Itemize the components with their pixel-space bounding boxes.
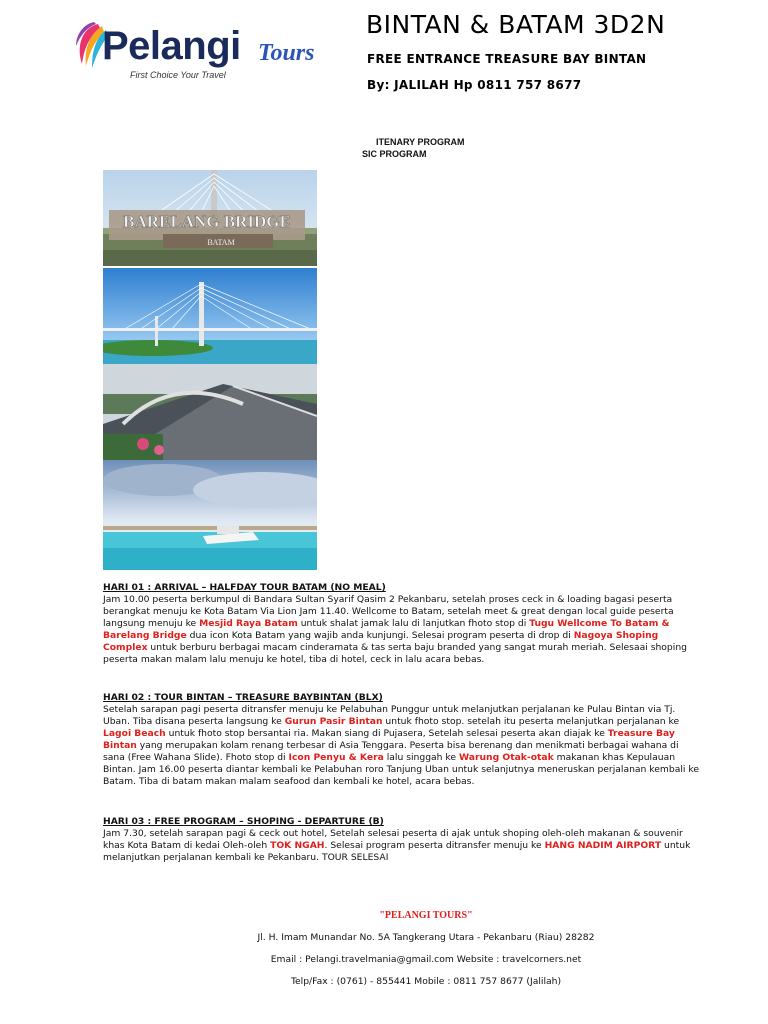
day-1-section (103, 582, 703, 666)
footer-address: Jl. H. Imam Munandar No. 5A Tangkerang Utara - Pekanbaru (Riau) 28282 (257, 932, 595, 943)
footer-email: Email : Pelangi.travelmania@gmail.com Website : travelcorners.net (270, 954, 582, 965)
highlight-place: Tugu Wellcome To Batam & Barelang Bridge (103, 618, 670, 641)
body-text: untuk fhoto stop. setelah itu peserta melanjutkan perjalanan ke (382, 716, 680, 727)
highlight-place: Lagoi Beach (103, 728, 166, 739)
photo-barelang-bridge (103, 268, 317, 364)
highlight-place: Treasure Bay Bintan (103, 728, 675, 751)
sign-text: BARELANG BRIDGE (123, 212, 291, 231)
page-title: BINTAN & BATAM 3D2N (366, 10, 666, 39)
body-text: makanan khas Kepulauan Bintan. Jam 16.00 peserta diantar kembali ke Pelabuhan roro Tanjung Uban untuk selanjutnya meneruskan perjalanan kembali ke Batam. Tiba di batam makan malam seafood dan kembali ke hotel, acara bebas. (103, 752, 700, 787)
body-text: yang merupakan kolam renang terbesar di Asia Tenggara. Peserta bisa berenang dan menikmati berbagai wahana di sana (Free Wahana Slide). Fhoto stop di (103, 740, 679, 763)
day-2-body (103, 704, 703, 788)
body-text: lalu singgah ke (383, 752, 459, 763)
photo-arch-bridge (103, 364, 317, 460)
body-text: untuk fhoto stop bersantai ria. Makan siang di Pujasera, Setelah selesai peserta akan diajak ke (165, 728, 608, 739)
page-subtitle: FREE ENTRANCE TREASURE BAY BINTAN (367, 52, 647, 66)
body-text: . Selesai program peserta ditransfer menuju ke (324, 840, 545, 851)
logo (72, 18, 342, 86)
highlight-place: TOK NGAH (270, 840, 325, 851)
highlight-place: HANG NADIM AIRPORT (544, 840, 662, 851)
highlight-place: Icon Penyu & Kera (288, 752, 384, 763)
sign-subtext: BATAM (207, 238, 235, 247)
body-text: untuk berburu berbagai macam cinderamata & tas serta baju branded yang sangat murah meriah. Selesaai shoping peserta makan malam lalu menuju ke hotel, tiba di hotel, ceck in lalu acara bebas. (103, 642, 687, 665)
day-3-section (103, 816, 703, 864)
body-text: Jam 10.00 peserta berkumpul di Bandara Sultan Syarif Qasim 2 Pekanbaru, setelah proses ceck in & loading bagasi peserta berangkat menuju ke Kota Batam Via Lion Jam 11.40. Wellcome to Batam, setelah meet & great dengan local guide peserta langsung menuju ke (103, 594, 674, 629)
program-type: SIC PROGRAM (362, 149, 427, 159)
photo-treasure-bay-pool (103, 460, 317, 570)
day-2-section (103, 692, 703, 788)
body-text: untuk shalat jamak lalu di lanjutkan fhoto stop di (297, 618, 530, 629)
contact-line: By: JALILAH Hp 0811 757 8677 (367, 78, 582, 92)
photo-barelang-sign (103, 170, 317, 266)
body-text: untuk melanjutkan perjalanan kembali ke Pekanbaru. TOUR SELESAI (103, 840, 691, 863)
highlight-place: Nagoya Shoping Complex (103, 630, 659, 653)
day-3-body (103, 828, 703, 864)
highlight-place: Gurun Pasir Bintan (284, 716, 383, 727)
program-heading: ITENARY PROGRAM (376, 137, 465, 147)
day-1-title: HARI 01 : ARRIVAL – HALFDAY TOUR BATAM (NO MEAL) (103, 582, 386, 593)
day-2-title: HARI 02 : TOUR BINTAN – TREASURE BAYBINTAN (BLX) (103, 692, 383, 703)
highlight-place: Mesjid Raya Batam (199, 618, 298, 629)
footer-phone: Telp/Fax : (0761) - 855441 Mobile : 0811 757 8677 (Jalilah) (290, 976, 562, 987)
logo-wordmark: Pelangi (102, 24, 241, 68)
body-text: Jam 7.30, setelah sarapan pagi & ceck out hotel, Setelah selesai peserta di ajak untuk shoping oleh-oleh makanan & souvenir khas Kota Batam di kedai Oleh-oleh (103, 828, 683, 851)
highlight-place: Warung Otak-otak (458, 752, 554, 763)
footer-brand: "PELANGI TOURS" (379, 910, 473, 921)
day-3-title: HARI 03 : FREE PROGRAM – SHOPING - DEPARTURE (B) (103, 816, 384, 827)
body-text: dua icon Kota Batam yang wajib anda kunjungi. Selesai program peserta di drop di (186, 630, 574, 641)
logo-tours-text: Tours (258, 40, 315, 66)
day-1-body (103, 594, 703, 666)
logo-tagline: First Choice Your Travel (130, 70, 226, 80)
body-text: Setelah sarapan pagi peserta ditransfer menuju ke Pelabuhan Punggur untuk melanjutkan perjalanan ke Pulau Bintan via Tj. Uban. Tiba disana peserta langsung ke (103, 704, 676, 727)
